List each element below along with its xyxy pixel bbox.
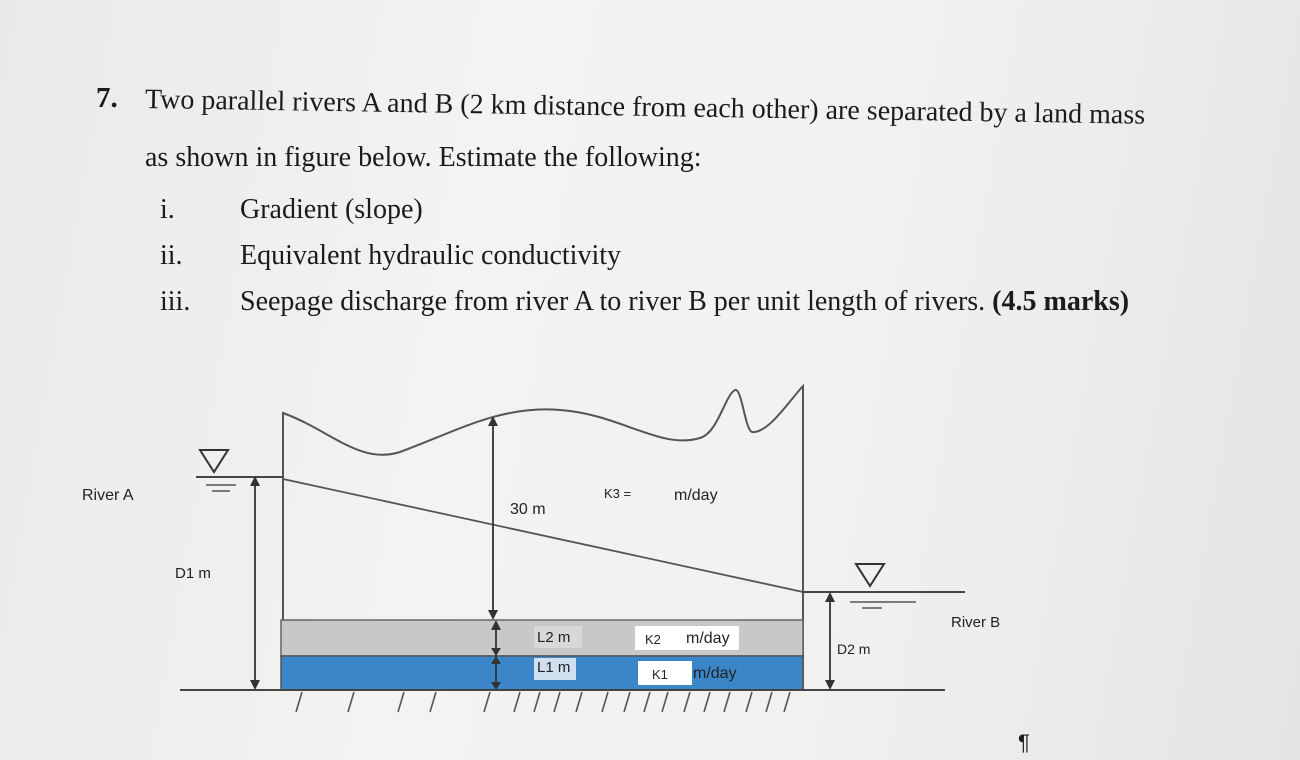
ground-hatching <box>296 692 790 712</box>
l2-label: L2 m <box>537 629 571 646</box>
item-i-text: Gradient (slope) <box>240 194 423 225</box>
item-ii-text: Equivalent hydraulic conductivity <box>240 240 622 271</box>
k3-label: K3 = <box>604 486 632 501</box>
d2-arrow-top-icon <box>825 592 835 602</box>
river-b-water-symbol-icon <box>856 564 884 586</box>
item-iii-numeral: iii. <box>160 286 191 317</box>
river-b-label: River B <box>951 614 1001 631</box>
item-iii-text: Seepage discharge from river A to river B per unit length of rivers. <box>240 286 986 317</box>
height-arrow-bottom-icon <box>488 610 498 620</box>
d1-arrow-bottom-icon <box>250 680 260 690</box>
question-text-line1: Two parallel rivers A and B (2 km distance from each other) are separated by a land mass <box>144 84 1146 131</box>
d2-arrow-bottom-icon <box>825 680 835 690</box>
river-a-label: River A <box>82 487 134 504</box>
l1-label: L1 m <box>537 659 571 676</box>
k3-unit: m/day <box>674 487 718 504</box>
k1-unit: m/day <box>693 665 737 682</box>
k2-label: K2 <box>645 632 661 647</box>
question-number: 7. <box>96 82 118 114</box>
river-a-water-symbol-icon <box>200 450 228 472</box>
water-table-line <box>283 479 803 592</box>
question-text-line2: as shown in figure below. Estimate the following: <box>145 142 702 173</box>
item-i-numeral: i. <box>160 194 175 225</box>
item-ii-numeral: ii. <box>160 240 183 271</box>
marks-label: (4.5 marks) <box>992 286 1130 317</box>
d1-label: D1 m <box>175 565 211 582</box>
height-label: 30 m <box>510 501 546 518</box>
k1-label: K1 <box>652 667 668 682</box>
k2-unit: m/day <box>686 630 730 647</box>
pilcrow-mark: ¶ <box>1018 730 1030 755</box>
d2-label: D2 m <box>837 641 871 657</box>
